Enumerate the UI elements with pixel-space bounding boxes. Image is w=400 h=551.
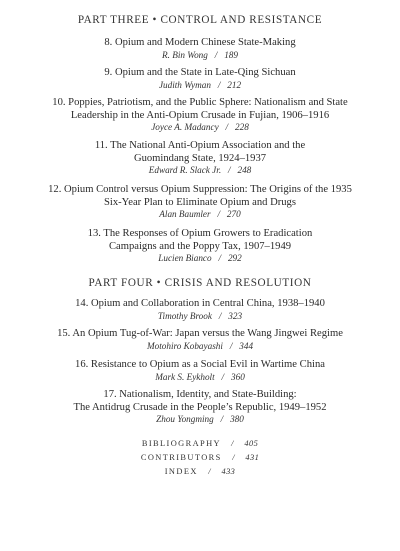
chapter-title: 11. The National Anti-Opium Association and the (94, 140, 306, 151)
chapter-title: 12. Opium Control versus Opium Suppression: The Origins of the 1935 (48, 184, 352, 195)
chapter-author-line (0, 311, 400, 322)
page-number: 380 (230, 414, 244, 424)
separator: / (217, 209, 221, 219)
chapter-author-line (0, 341, 400, 352)
toc-entry-9 (0, 67, 400, 91)
chapter-author: Motohiro Kobayashi (146, 340, 223, 351)
chapter-title-continued: Campaigns and the Poppy Tax, 1907–1949 (108, 240, 292, 252)
page-number: 212 (227, 79, 242, 90)
separator: / (221, 371, 225, 382)
page-number: 433 (221, 467, 236, 476)
toc-entry-8 (0, 37, 400, 61)
toc-entry-16 (0, 359, 400, 383)
page-number: 344 (239, 340, 254, 351)
chapter-title-continued: Leadership in the Anti-Opium Crusade in Fujian, 1906–1916 (70, 109, 330, 121)
back-matter-bibliography (0, 438, 400, 449)
chapter-author: Alan Baumler (159, 209, 211, 219)
chapter-title: 9. Opium and the State in Late-Qing Sichuan (104, 67, 296, 78)
chapter-author: Mark S. Eykholt (155, 371, 215, 382)
chapter-title: 15. An Opium Tug-of-War: Japan versus the Wang Jingwei Regime (57, 328, 343, 339)
page-number: 405 (244, 439, 259, 448)
chapter-author: Joyce A. Madancy (151, 122, 219, 132)
separator: / (220, 414, 224, 424)
chapter-author-line (0, 414, 400, 425)
page-number: 323 (228, 310, 243, 321)
separator: / (218, 310, 222, 321)
toc-entry-10 (0, 97, 400, 133)
toc-entry-13 (0, 228, 400, 264)
separator: / (217, 79, 221, 90)
chapter-author-line (0, 80, 400, 91)
chapter-author: Judith Wyman (158, 79, 211, 90)
separator: / (208, 467, 212, 476)
separator: / (214, 49, 218, 60)
separator: / (229, 340, 233, 351)
chapter-title: 16. Resistance to Opium as a Social Evil in Wartime China (75, 359, 325, 370)
chapter-author-line (0, 165, 400, 176)
chapter-author: Edward R. Slack Jr. (148, 165, 222, 175)
back-matter-label: CONTRIBUTORS (140, 453, 222, 462)
chapter-author: Timothy Brook (157, 310, 212, 321)
toc-entry-11 (0, 140, 400, 176)
page-number: 431 (245, 453, 260, 462)
part-four-heading: PART FOUR • CRISIS AND RESOLUTION (88, 277, 312, 289)
chapter-title-continued: The Antidrug Crusade in the People’s Republic, 1949–1952 (73, 401, 327, 413)
separator: / (232, 453, 235, 462)
chapter-title-continued: Guomindang State, 1924–1937 (133, 152, 267, 164)
page-number: 360 (231, 371, 245, 382)
toc-entry-17 (0, 389, 400, 425)
chapter-author: Zhou Yongming (156, 414, 214, 424)
chapter-title: 8. Opium and Modern Chinese State-Making (104, 37, 296, 48)
chapter-author-line (0, 253, 400, 264)
toc-entry-12 (0, 184, 400, 220)
page-number: 189 (224, 49, 238, 60)
toc-entry-14 (0, 298, 400, 322)
separator: / (225, 122, 229, 132)
chapter-author: Lucien Bianco (158, 253, 212, 263)
back-matter-contributors (0, 452, 400, 463)
back-matter-index (0, 466, 400, 477)
chapter-title: 17. Nationalism, Identity, and State-Building: (103, 389, 297, 400)
chapter-title: 13. The Responses of Opium Growers to Eradication (87, 228, 313, 239)
page-number: 248 (237, 165, 252, 175)
chapter-author-line (0, 372, 400, 383)
back-matter-label: BIBLIOGRAPHY (141, 439, 221, 448)
toc-entry-15 (0, 328, 400, 352)
chapter-author-line (0, 122, 400, 133)
page-number: 270 (226, 209, 241, 219)
chapter-title: 14. Opium and Collaboration in Central China, 1938–1940 (75, 298, 325, 309)
chapter-title-continued: Six-Year Plan to Eliminate Opium and Drugs (104, 196, 296, 208)
separator: / (218, 253, 222, 263)
page-number: 228 (235, 122, 249, 132)
separator: / (231, 439, 234, 448)
page-number: 292 (227, 253, 242, 263)
chapter-author-line (0, 209, 400, 220)
separator: / (228, 165, 231, 175)
back-matter-label: INDEX (164, 467, 198, 476)
chapter-title: 10. Poppies, Patriotism, and the Public Sphere: Nationalism and State (52, 97, 348, 108)
chapter-author: R. Bin Wong (162, 49, 208, 60)
chapter-author-line (0, 50, 400, 61)
part-three-heading: PART THREE • CONTROL AND RESISTANCE (77, 14, 323, 26)
